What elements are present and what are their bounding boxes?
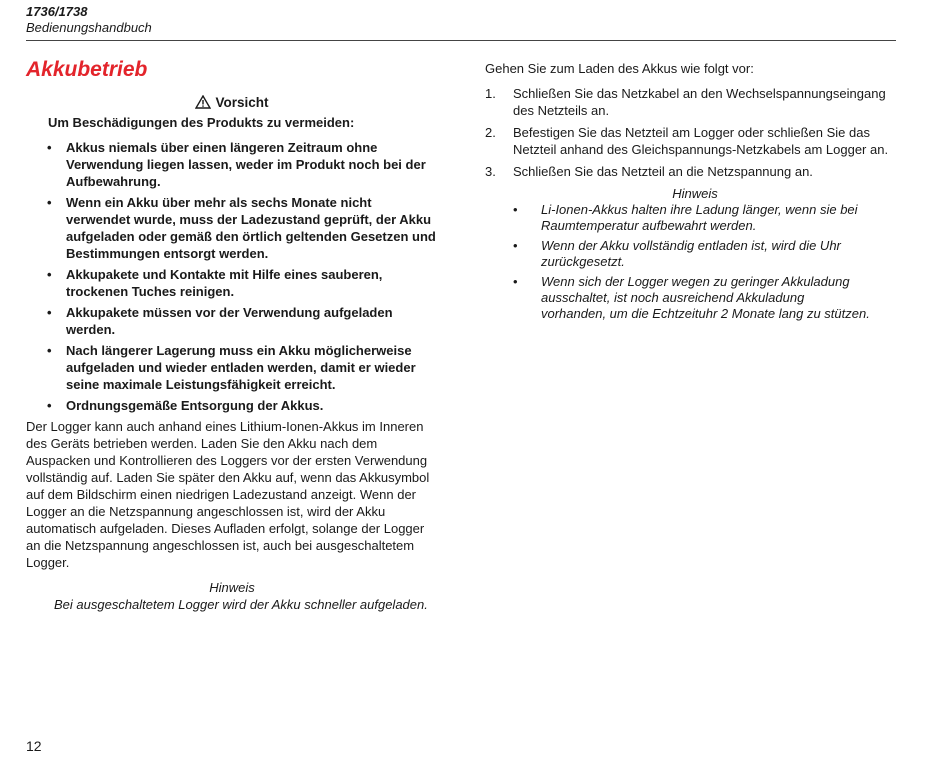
warning-triangle-icon — [195, 95, 211, 109]
bullet: • — [513, 274, 518, 289]
step-item — [485, 124, 905, 158]
caution-list — [26, 139, 438, 414]
body-paragraph: Der Logger kann auch anhand eines Lithium-Ionen-Akkus im Inneren des Geräts betrieben werden. Laden Sie den Akku nach dem Auspacken und Kontrollieren des Loggers vor der ersten Verwendung vollständig auf. Laden Sie später den Akku auf, wenn das Akkusymbol auf dem Bildschirm einen niedrigen Ladezustand anzeigt. Wenn der Logger an die Netzspannung angeschlossen ist, wird der Akku automatisch aufgeladen. Dieses Aufladen erfolgt, solange der Logger an die Netzspannung angeschlossen ist, auch bei ausgeschaltetem Logger. — [26, 419, 430, 570]
bullet: • — [47, 305, 52, 320]
steps-list — [485, 85, 905, 180]
note-item-text: Wenn der Akku vollständig entladen ist, wird die Uhr zurückgesetzt. — [541, 238, 841, 269]
manual-title: Bedienungshandbuch — [26, 20, 152, 35]
step-number: 1. — [485, 86, 496, 101]
caution-item-text: Nach längerer Lagerung muss ein Akku möglicherweise aufgeladen und wieder entladen werden, damit er wieder seine maximale Leistungsfähigkeit erreicht. — [66, 343, 416, 392]
left-column — [26, 58, 438, 613]
note-list — [485, 202, 905, 322]
bullet: • — [513, 202, 518, 217]
caution-item — [26, 397, 438, 414]
page-header — [26, 4, 896, 41]
caution-item — [26, 304, 438, 338]
caution-item-text: Akkupakete müssen vor der Verwendung aufgeladen werden. — [66, 305, 393, 337]
caution-intro: Um Beschädigungen des Produkts zu vermeiden: — [48, 115, 355, 130]
model-number: 1736/1738 — [26, 4, 88, 19]
right-column — [485, 60, 905, 326]
caution-item — [26, 139, 438, 190]
caution-item — [26, 194, 438, 262]
step-item — [485, 163, 905, 180]
note-text: Bei ausgeschaltetem Logger wird der Akku schneller aufgeladen. — [54, 597, 428, 612]
steps-intro: Gehen Sie zum Laden des Akkus wie folgt vor: — [485, 61, 754, 76]
step-text: Befestigen Sie das Netzteil am Logger oder schließen Sie das Netzteil anhand des Gleichspannungs-Netzkabels am Logger an. — [513, 125, 889, 157]
note-item — [485, 202, 871, 234]
page-number: 12 — [26, 738, 42, 754]
note-item-text: Li-Ionen-Akkus halten ihre Ladung länger, wenn sie bei Raumtemperatur aufbewahrt werden. — [541, 202, 858, 233]
bullet: • — [47, 140, 52, 155]
step-number: 3. — [485, 164, 496, 179]
step-text: Schließen Sie das Netzkabel an den Wechselspannungseingang des Netzteils an. — [513, 86, 886, 118]
bullet: • — [513, 238, 518, 253]
bullet: • — [47, 195, 52, 210]
note-item-text: Wenn sich der Logger wegen zu geringer Akkuladung ausschaltet, ist noch ausreichend Akkuladung vorhanden, um die Echtzeituhr 2 Monate lang zu stützen. — [541, 274, 870, 321]
note-item — [485, 238, 871, 270]
bullet: • — [47, 398, 52, 413]
caution-item-text: Akkus niemals über einen längeren Zeitraum ohne Verwendung liegen lassen, weder im Produkt noch bei der Aufbewahrung. — [66, 140, 426, 189]
caution-item-text: Wenn ein Akku über mehr als sechs Monate nicht verwendet wurde, muss der Ladezustand geprüft, der Akku aufgeladen oder gemäß den örtlich geltenden Gesetzen und Bestimmungen entsorgt werden. — [66, 195, 436, 261]
note-block — [26, 579, 438, 613]
section-title: Akkubetrieb — [26, 58, 148, 81]
caution-item-text: Akkupakete und Kontakte mit Hilfe eines sauberen, trockenen Tuches reinigen. — [66, 267, 383, 299]
step-item — [485, 85, 905, 119]
note-heading: Hinweis — [209, 580, 255, 595]
bullet: • — [47, 267, 52, 282]
note-item — [485, 274, 871, 322]
caution-item — [26, 266, 438, 300]
note-heading: Hinweis — [672, 186, 718, 201]
step-text: Schließen Sie das Netzteil an die Netzspannung an. — [513, 164, 813, 179]
caution-item-text: Ordnungsgemäße Entsorgung der Akkus. — [66, 398, 324, 413]
caution-item — [26, 342, 438, 393]
step-number: 2. — [485, 125, 496, 140]
caution-label: Vorsicht — [215, 95, 269, 110]
bullet: • — [47, 343, 52, 358]
caution-heading — [26, 94, 438, 112]
